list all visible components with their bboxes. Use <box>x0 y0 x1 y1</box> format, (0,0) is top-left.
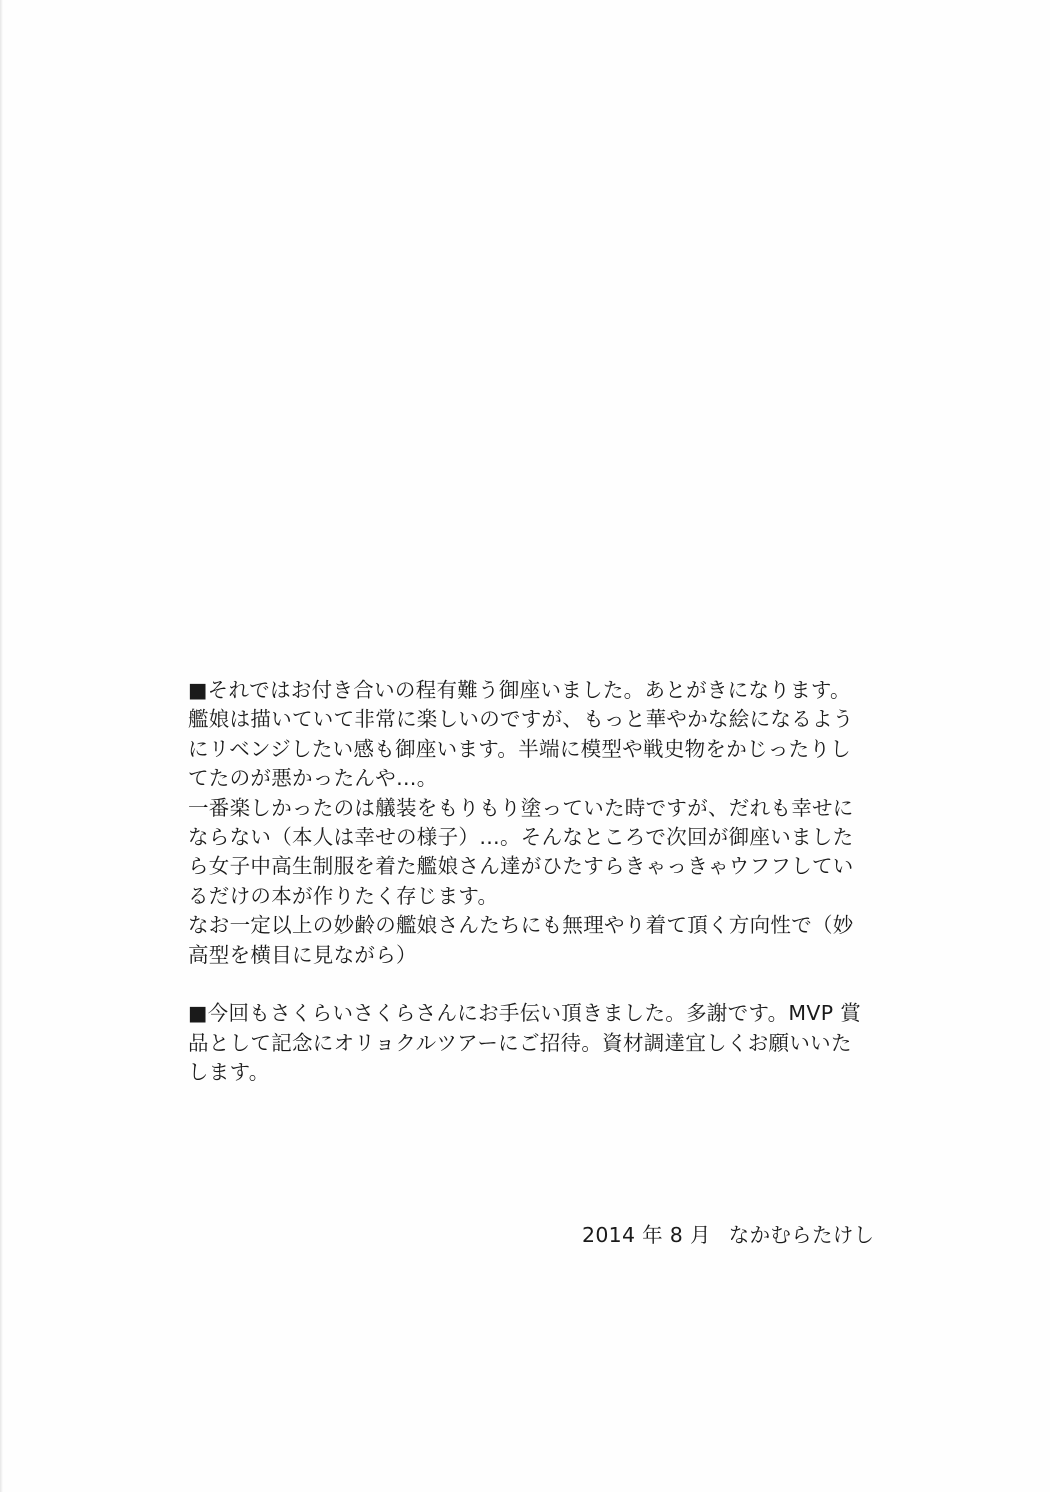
text-line: ■今回もさくらいさくらさんにお手伝い頂きました。多謝です。MVP 賞 <box>188 1001 862 1026</box>
text-line: てたのが悪かったんや…。 <box>188 766 438 791</box>
page-edge <box>0 0 3 1492</box>
text-line: 艦娘は描いていて非常に楽しいのですが、もっと華やかな絵になるよう <box>188 707 854 732</box>
text-line: 高型を横目に見ながら） <box>188 942 417 967</box>
afterword-text <box>188 676 878 1088</box>
signature <box>582 1221 874 1250</box>
text-line: るだけの本が作りたく存じます。 <box>188 883 499 908</box>
signature-author: なかむらたけし <box>728 1223 875 1247</box>
text-line: します。 <box>188 1060 270 1085</box>
signature-date: 2014 年 8 月 <box>582 1223 711 1247</box>
paragraph-thanks <box>188 999 878 1087</box>
text-line: にリベンジしたい感も御座います。半端に模型や戦史物をかじったりし <box>188 736 852 761</box>
text-line: 品として記念にオリョクルツアーにご招待。資材調達宜しくお願いいた <box>188 1030 852 1055</box>
paragraph-spacer <box>188 970 878 999</box>
text-line: なお一定以上の妙齢の艦娘さんたちにも無理やり着て頂く方向性で（妙 <box>188 913 854 938</box>
text-line: ならない（本人は幸せの様子）…。そんなところで次回が御座いました <box>188 825 854 850</box>
text-line: ■それではお付き合いの程有難う御座いました。あとがきになります。 <box>188 678 851 702</box>
paragraph-closing-notes <box>188 676 878 970</box>
text-line: 一番楽しかったのは艤装をもりもり塗っていた時ですが、だれも幸せに <box>188 795 854 820</box>
text-line: ら女子中高生制服を着た艦娘さん達がひたすらきゃっきゃウフフしてい <box>188 854 854 879</box>
